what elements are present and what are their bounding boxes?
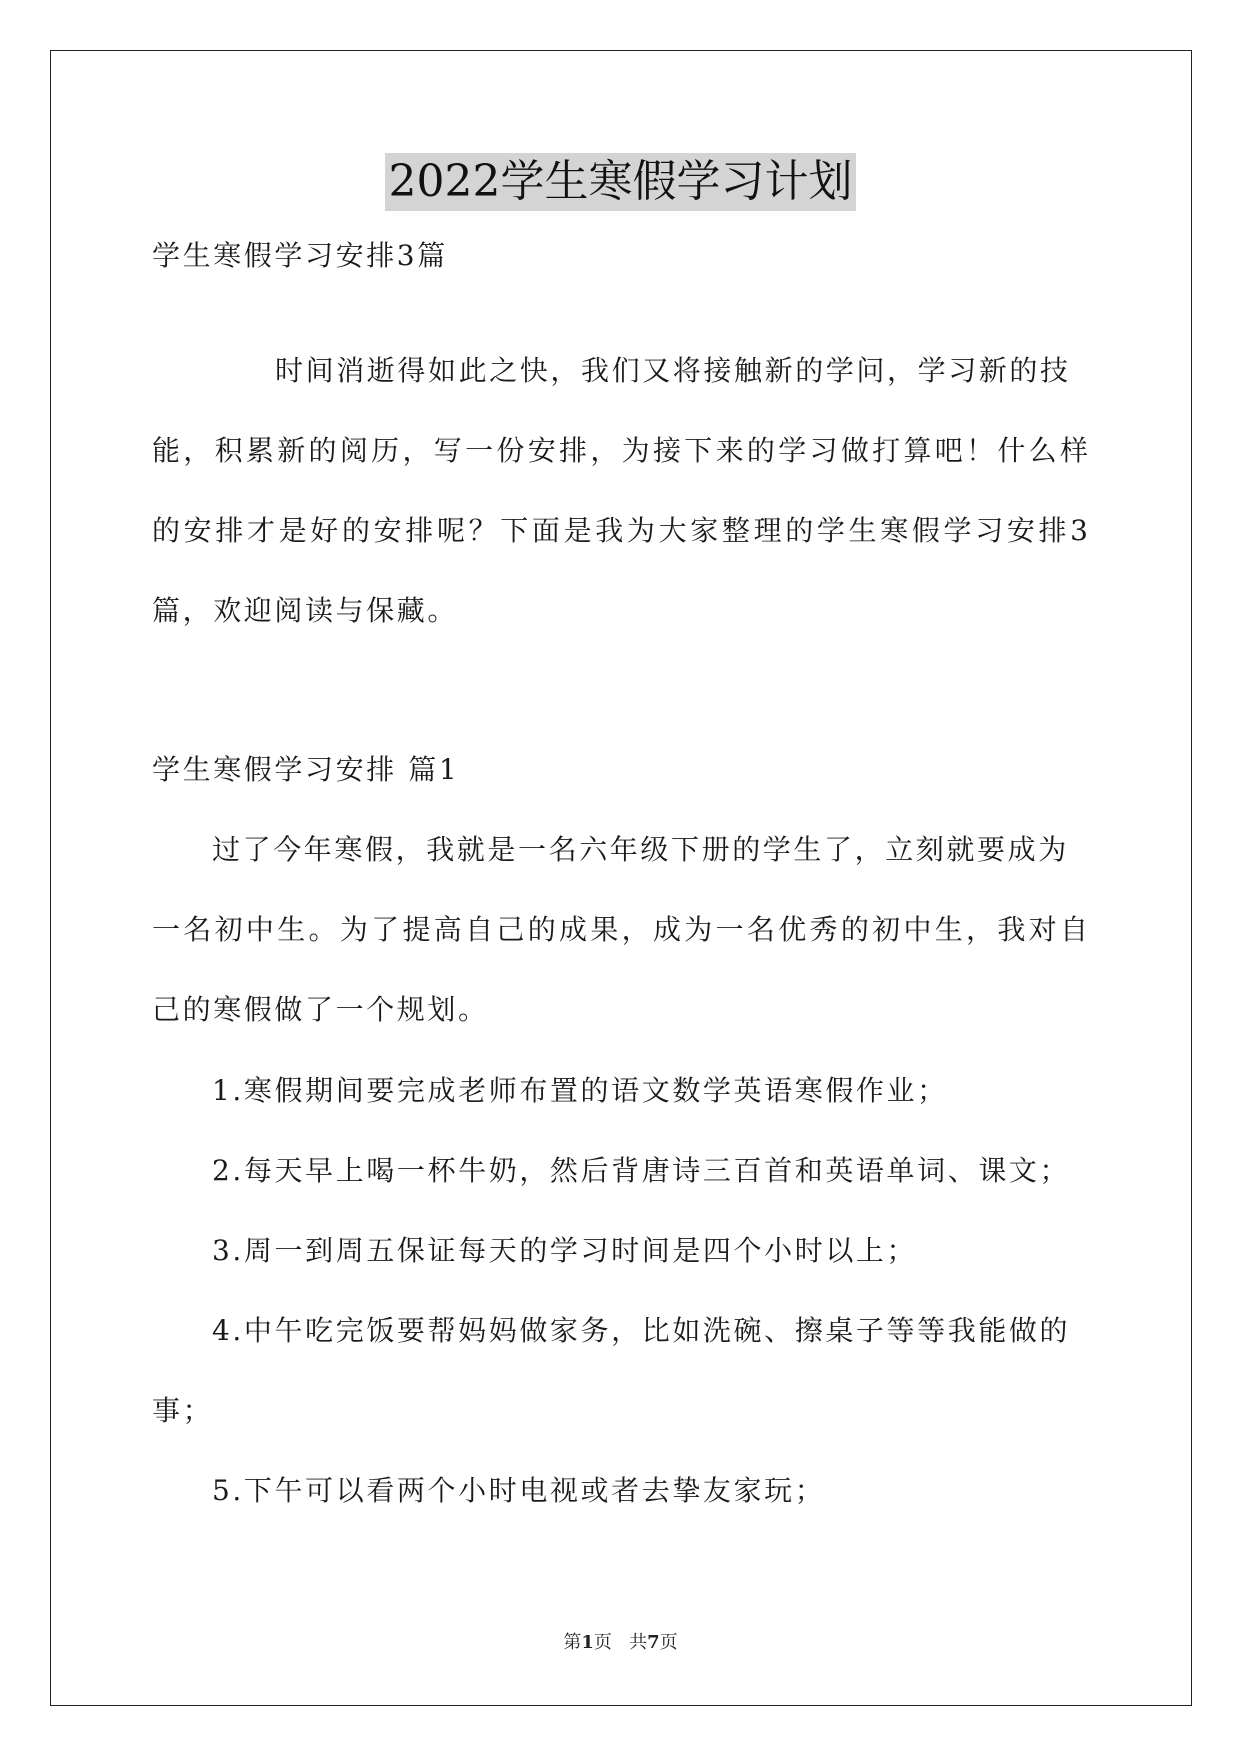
list-item-2: 2.每天早上喝一杯牛奶，然后背唐诗三百首和英语单词、课文；: [212, 1154, 1071, 1187]
page-suffix: 页: [659, 1632, 678, 1653]
intro-line-3: 的安排才是好的安排呢？下面是我为大家整理的学生寒假学习安排3: [152, 514, 1088, 547]
intro-line-1: 时间消逝得如此之快，我们又将接触新的学问，学习新的技: [275, 354, 1071, 387]
list-item-5: 5.下午可以看两个小时电视或者去挚友家玩；: [212, 1474, 826, 1507]
body-line-2: 一名初中生。为了提高自己的成果，成为一名优秀的初中生，我对自: [152, 913, 1088, 946]
intro-line-4: 篇，欢迎阅读与保藏。: [152, 594, 459, 627]
document-subtitle: 学生寒假学习安排3篇: [152, 239, 448, 272]
body-line-1: 过了今年寒假，我就是一名六年级下册的学生了，立刻就要成为: [212, 833, 1069, 866]
document-title: 2022学生寒假学习计划: [385, 153, 857, 211]
body-line-3: 己的寒假做了一个规划。: [152, 993, 489, 1026]
page-border: [50, 50, 1192, 1706]
list-item-1: 1.寒假期间要完成老师布置的语文数学英语寒假作业；: [212, 1074, 948, 1107]
page-current: 1: [581, 1632, 594, 1653]
title-container: [0, 153, 1241, 211]
section-heading: 学生寒假学习安排 篇1: [152, 753, 460, 786]
list-item-3: 3.周一到周五保证每天的学习时间是四个小时以上；: [212, 1234, 918, 1267]
page-total: 7: [647, 1632, 660, 1653]
list-item-4: 4.中午吃完饭要帮妈妈做家务，比如洗碗、擦桌子等等我能做的: [212, 1314, 1071, 1347]
page-prefix: 第: [563, 1632, 582, 1653]
page-mid: 页 共: [593, 1632, 648, 1653]
page-footer: [0, 1628, 1241, 1654]
intro-line-2: 能，积累新的阅历，写一份安排，为接下来的学习做打算吧！什么样: [152, 434, 1088, 467]
list-item-4-continued: 事；: [152, 1394, 214, 1427]
